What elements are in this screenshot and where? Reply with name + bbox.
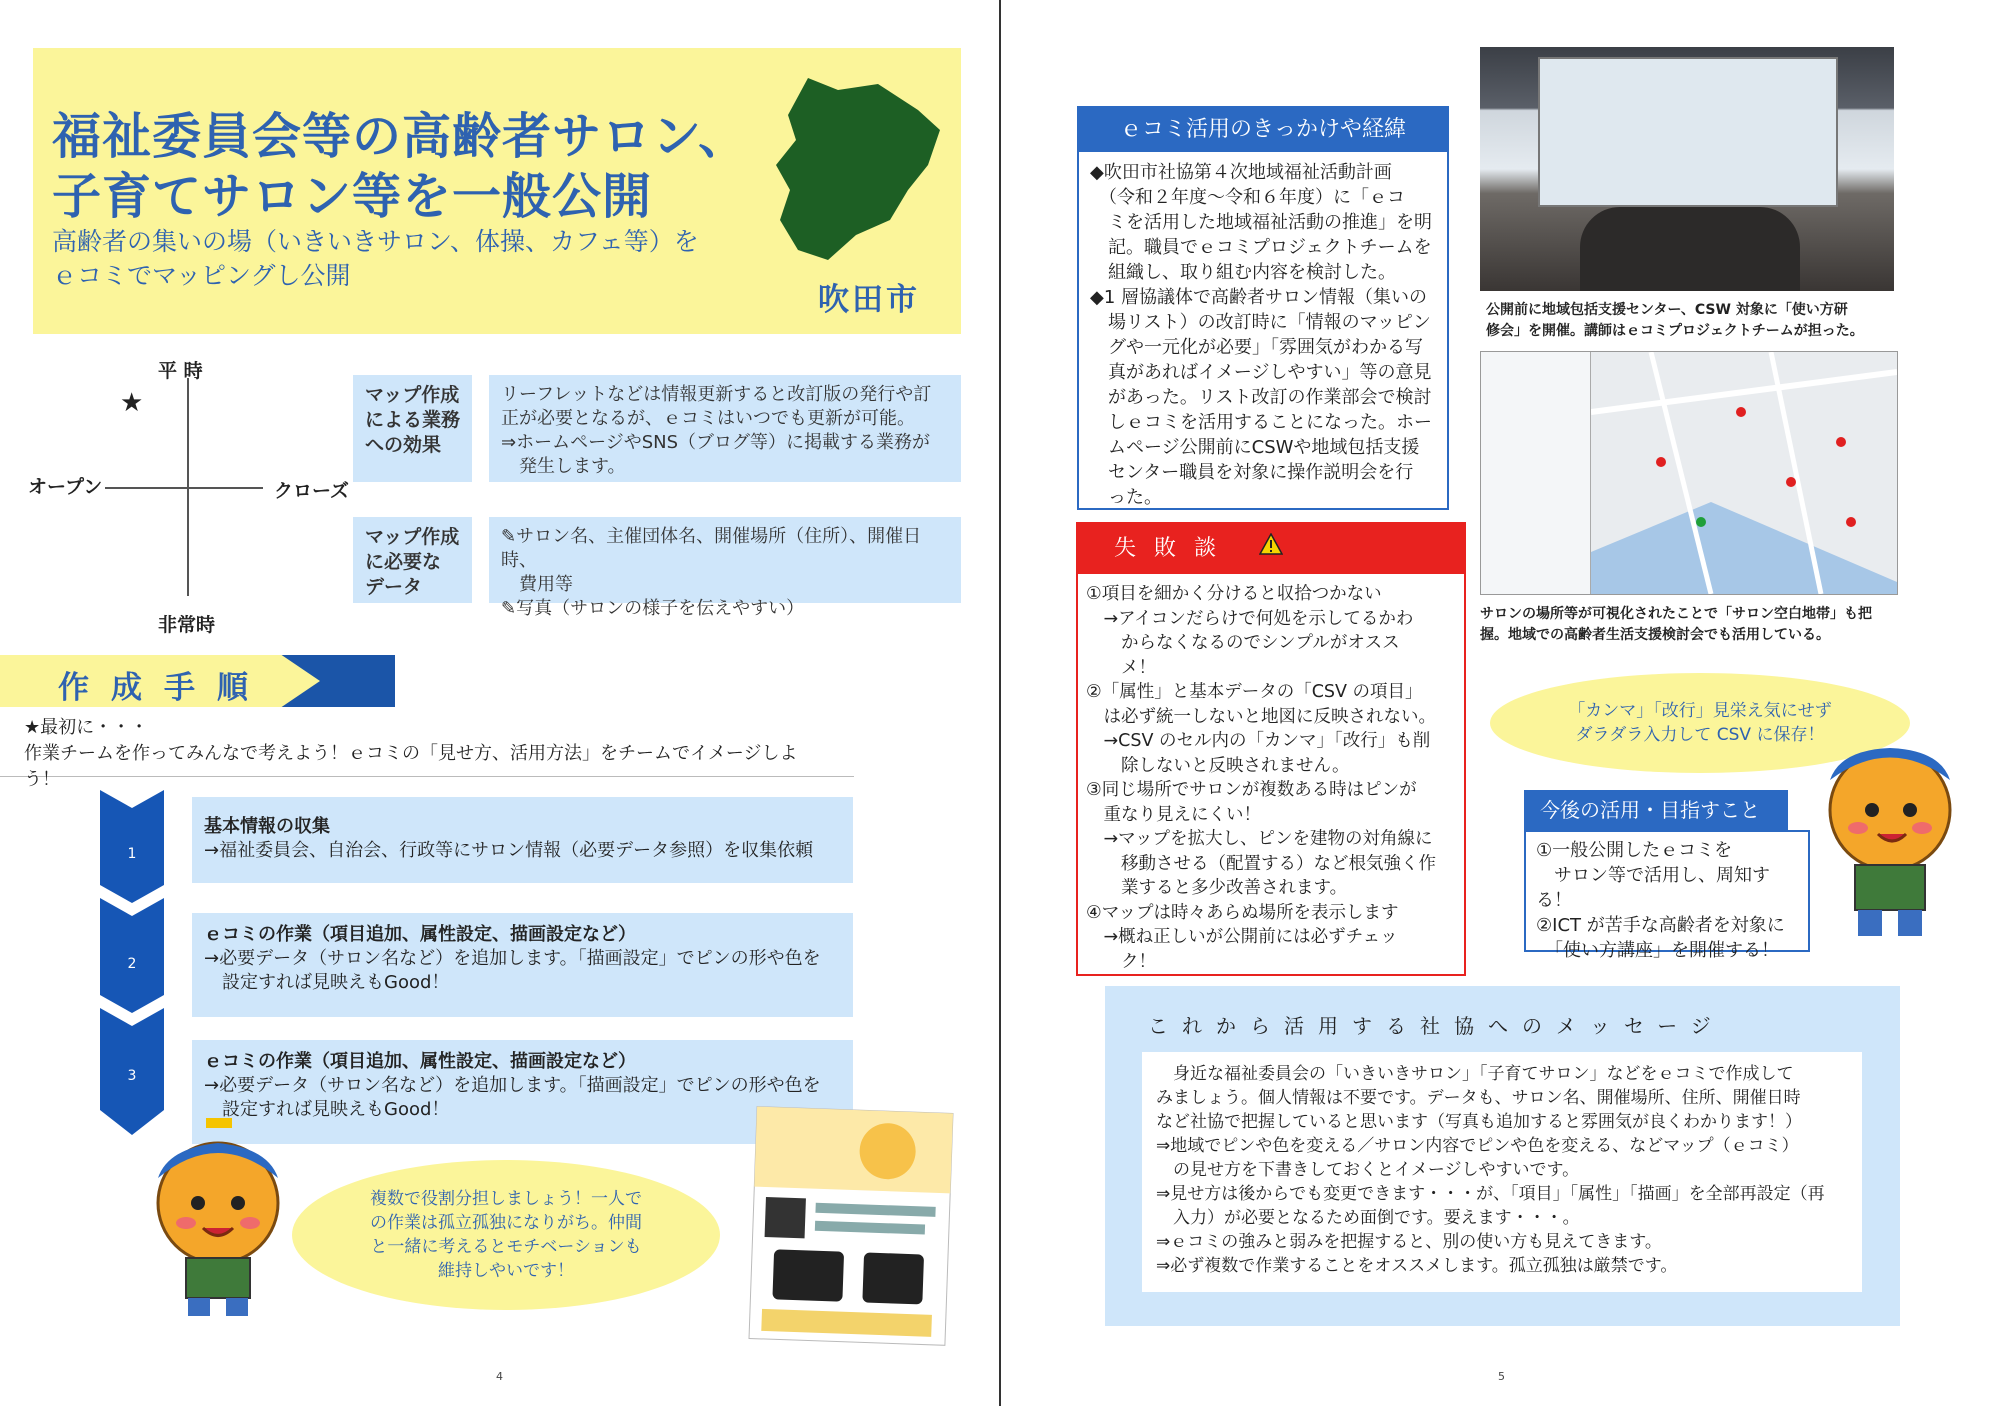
page-title-line2: 子育てサロン等を一般公開 (52, 168, 653, 225)
projector-screen (1538, 57, 1838, 207)
goals-text: ①一般公開したｅコミを サロン等で活用し、周知する！ ②ICT が苦手な高齢者を対象に 「使い方講座」を開催する！ (1524, 830, 1810, 952)
page-subtitle-line1: 高齢者の集いの場（いきいきサロン、体操、カフェ等）を (52, 227, 699, 256)
step-3-number: 3 (127, 1068, 137, 1084)
quadrant-star-marker: ★ (120, 388, 144, 418)
page-subtitle-line2: ｅコミでマッピングし公開 (52, 261, 351, 290)
step-3-title: ｅコミの作業（項目追加、属性設定、描画設定など） (204, 1051, 636, 1072)
step-1-box (192, 797, 853, 883)
quadrant-top-label: 平 時 (158, 360, 203, 382)
map-canvas (1591, 352, 1897, 594)
failure-text: ①項目を細かく分けると収拾つかない →アイコンだらけで何処を示してるかわ からなくなるのでシンプルがオスス メ！ ②「属性」と基本データの「CSV の項目」 は必ず統一しないと地図に反映されない。 →CSV のセル内の「カンマ」「改行」も削 除しないと反映されません。 ③同じ場所でサロンが複数ある時はピンが 重なり見えにくい！ →マップを拡大し、ピンを建物の対角線に 移動させる（配置する）など根気強く作 業すると多少改善されます。 ④マップは時々あらぬ場所を表示します →概ね正しいが公開前には必ずチェッ ク！ (1086, 584, 1436, 972)
teamwork-speech-bubble: 複数で役割分担しましょう！一人で の作業は孤立孤独になりがち。仲間 と一緒に考えるとモチベーションも 維持しやいです！ (292, 1160, 720, 1310)
mascot-illustration (118, 1118, 318, 1318)
step-1-title: 基本情報の収集 (204, 816, 330, 837)
map-caption: サロンの場所等が可視化されたことで「サロン空白地帯」も把 握。地域での高齢者生活支援検討会でも活用している。 (1480, 606, 1872, 643)
step-1-text: →福祉委員会、自治会、行政等にサロン情報（必要データ参照）を収集依頼 (204, 840, 814, 861)
effect-label: マップ作成 による業務 への効果 (353, 375, 472, 482)
map-screenshot (1480, 351, 1898, 595)
quadrant-horizontal-axis (105, 487, 263, 489)
procedure-title: 作成手順 (58, 670, 270, 706)
failure-header-label: 失敗談 (1114, 536, 1235, 561)
quadrant-bottom-label: 非常時 (158, 614, 216, 636)
goals-header: 今後の活用・目指すこと (1524, 790, 1788, 830)
effect-text: リーフレットなどは情報更新すると改訂版の発行や訂 正が必要となるが、ｅコミはいつでも更新が可能。 ⇒ホームページやSNS（ブログ等）に掲載する業務が 発生します。 (489, 375, 961, 482)
city-name: 吹田市 (818, 282, 920, 318)
quadrant-left-label: オープン (28, 476, 103, 498)
mascot-illustration-right (1800, 720, 1960, 950)
step-1-number: 1 (127, 846, 137, 862)
failure-header (1078, 524, 1464, 574)
csv-tip-speech-bubble: 「カンマ」「改行」見栄え気にせず ダラダラ入力して CSV に保存！ (1490, 673, 1910, 773)
step-2-box (192, 913, 853, 1017)
quadrant-right-label: クローズ (274, 480, 350, 502)
origin-text: ◆吹田市社協第４次地域福祉活動計画 （令和２年度～令和６年度）に「ｅコ ミを活用した地域福祉活動の推進」を明 記。職員でｅコミプロジェクトチームを 組織し、取り組む内容を検討した。 ◆1 層協議体で高齢者サロン情報（集いの 場リスト）の改訂時に「情報のマッピン グや一元化が必要」「雰囲気がわかる写 真があればイメージしやすい」等の意見 があった。リスト改訂の作業部会で検討 しｅコミを活用することになった。ホー ムページ公開前にCSWや地域包括支援 センター職員を対象に操作説明会を行 った。 (1090, 162, 1432, 508)
warning-icon (1259, 524, 1283, 574)
map-sidebar (1481, 352, 1591, 594)
page-number-left: 4 (496, 1370, 503, 1383)
step-2-number: 2 (127, 956, 137, 972)
required-data-label: マップ作成 に必要な データ (353, 517, 472, 603)
required-data-text: ✎サロン名、主催団体名、開催場所（住所）、開催日時、 費用等 ✎写真（サロンの様子を伝えやすい） (489, 517, 961, 603)
page-number-right: 5 (1498, 1370, 1505, 1383)
origin-header: ｅコミ活用のきっかけや経緯 (1079, 108, 1447, 152)
city-map-icon (768, 70, 948, 270)
page-title-line1: 福祉委員会等の高齢者サロン、 (52, 108, 749, 165)
workshop-photo (1480, 47, 1894, 291)
first-note-line1: ★最初に・・・ (24, 717, 149, 738)
page-divider (999, 0, 1001, 1406)
leaflet-thumbnail (745, 1104, 960, 1349)
step-3-text: →必要データ（サロン名など）を追加します。「描画設定」でピンの形や色を 設定すれば見映えもGood！ (204, 1075, 821, 1120)
attendees-silhouette (1580, 207, 1800, 291)
message-text: 身近な福祉委員会の「いきいきサロン」「子育てサロン」などをｅコミで作成して みましょう。個人情報は不要です。データも、サロン名、開催場所、住所、開催日時 など社協で把握していると思います（写真も追加すると雰囲気が良くわかります！） ⇒地域でピンや色を変える／サロン内容でピンや色を変える、などマップ（ｅコミ） の見せ方を下書きしておくとイメージしやすいです。 ⇒見せ方は後からでも変更できます・・・が、「項目」「属性」「描画」を全部再設定（再 入力）が必要となるため面倒です。要えます・・・。 ⇒ｅコミの強みと弱みを把握すると、別の使い方も見えてきます。 ⇒必ず複数で作業することをオススメします。孤立孤独は厳禁です。 (1142, 1052, 1862, 1292)
first-note (0, 711, 854, 790)
step-2-text: →必要データ（サロン名など）を追加します。「描画設定」でピンの形や色を 設定すれば見映えもGood！ (204, 948, 821, 993)
first-note-line2: 作業チームを作ってみんなで考えよう！ｅコミの「見せ方、活用方法」をチームでイメージしよう！ (24, 743, 798, 790)
photo-caption: 公開前に地域包括支援センター、CSW 対象に「使い方研 修会」を開催。講師はｅコミプロジェクトチームが担った。 (1486, 302, 1864, 339)
message-header: これから活用する社協へのメッセージ (1148, 1014, 1725, 1038)
step-2-title: ｅコミの作業（項目追加、属性設定、描画設定など） (204, 924, 636, 945)
